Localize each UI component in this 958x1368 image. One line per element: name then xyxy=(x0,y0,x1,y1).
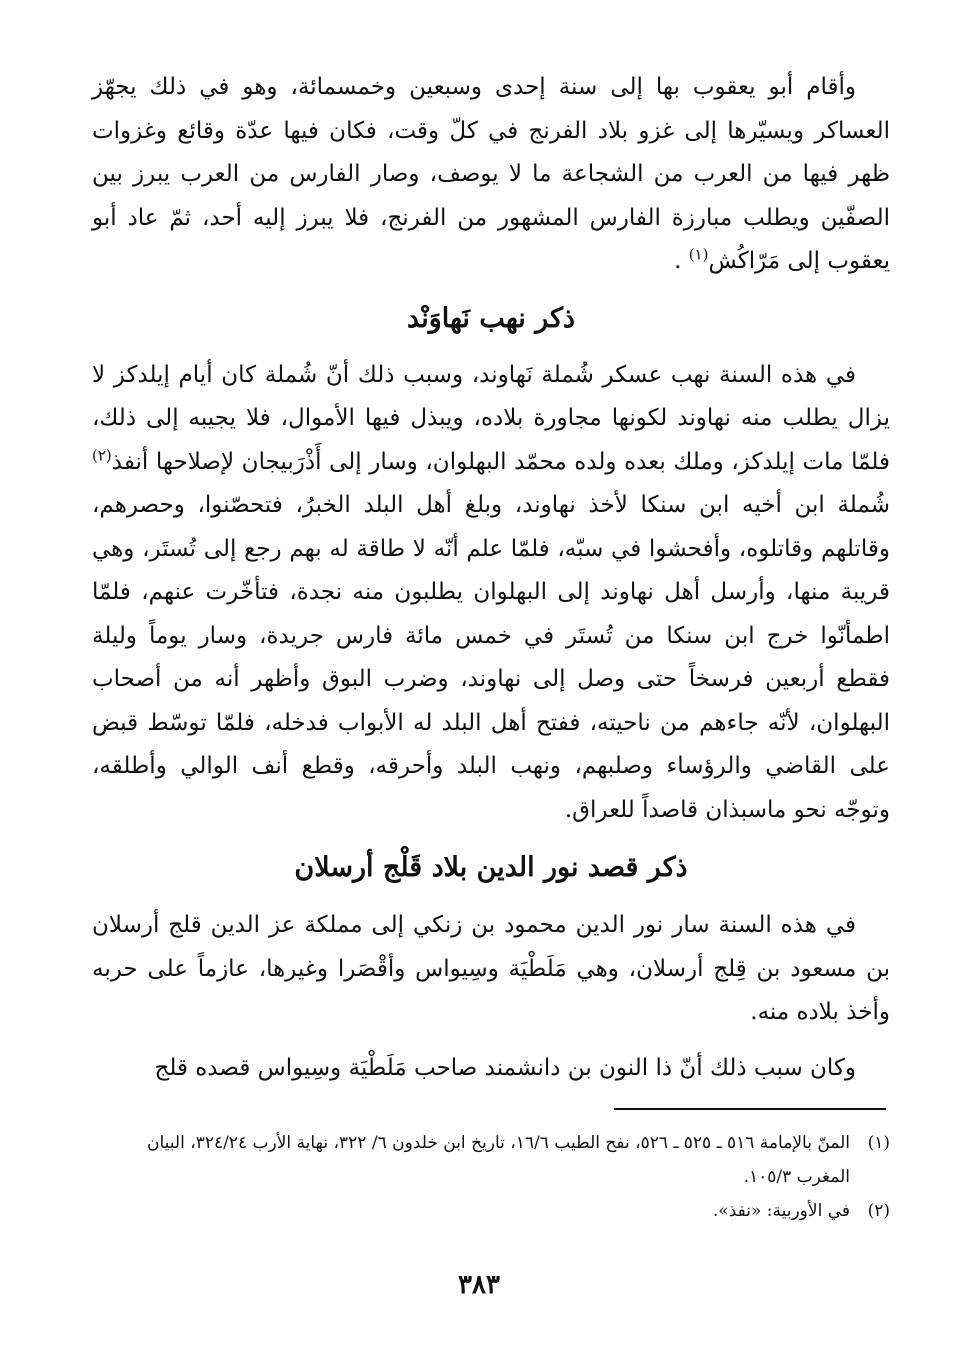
paragraph-gap xyxy=(92,1035,890,1047)
footnote-ref-1: (١) xyxy=(688,245,709,264)
footnote-number: (١) xyxy=(867,1133,890,1153)
footnote-1 xyxy=(92,1126,890,1194)
page-number: ٣٨٣ xyxy=(458,1270,500,1300)
footnote-2 xyxy=(92,1194,890,1228)
section2-paragraph-2: وكان سبب ذلك أنّ ذا النون بن دانشمند صاحب مَلَطْيَة وسِيواس قصده قلج xyxy=(154,1054,856,1081)
intro-end: . xyxy=(674,248,682,274)
page-content xyxy=(92,66,890,1090)
section1-text-part2: شُملة ابن أخيه ابن سنكا لأخذ نهاوند، وبلغ أهل البلد الخبرُ، فتحصّنوا، وحصرهم، وقاتلهم وقاتلوه، وأفحشوا في سبّه، فلمّا علم أنّه لا طاقة له بهم رجع إلى تُستَر، وهي قريبة منها، وأرسل أهل نهاوند إلى البهلوان يطلبون منه نجدة، فتأخّرت عنهم، فلمّا اطمأنّوا خرج ابن سنكا من تُستَر في خمس مائة فارس جريدة، وسار يوماً وليلة فقطع أربعين فرسخاً حتى وصل إلى نهاوند، وضرب البوق وأظهر أنه من أصحاب البهلوان، لأنّه جاءهم من ناحيته، ففتح أهل البلد له الأبواب فدخله، فلمّا توسّط قبض على القاضي والرؤساء وصلبهم، ونهب البلد وأحرقه، وقطع أنف الوالي وأطلقه، وتوجّه نحو ماسبذان قاصداً للعراق. xyxy=(92,492,890,823)
footnote-ref-2: (٢) xyxy=(92,445,112,464)
section1-text-part1: في هذه السنة نهب عسكر شُملة نَهاوند، وسبب ذلك أنّ شُملة كان أيام إيلدكز لا يزال يطلب منه نهاوند لكونها مجاورة بلاده، ويبذل فيها الأموال، فلا يجيبه إلى ذلك، فلمّا مات إيلدكز، وملك بعده ولده محمّد البهلوان، وسار إلى أَذْرَبيجان لإصلاحها أنفذ xyxy=(92,361,890,475)
footnotes xyxy=(92,1126,890,1228)
section-heading-nahavand: ذكر نهب نَهاوَنْد xyxy=(407,302,575,334)
footnote-divider xyxy=(614,1108,886,1110)
section-heading-qilij-arslan: ذكر قصد نور الدين بلاد قَلْج أرسلان xyxy=(294,852,688,883)
section2-paragraph-1: في هذه السنة سار نور الدين محمود بن زنكي إلى مملكة عز الدين قلج أرسلان بن مسعود بن قِلج أرسلان، وهي مَلَطْيَة وسِيواس وأقْصَرا وغيرها، عازماً على حربه وأخذ بلاده منه. xyxy=(92,912,890,1025)
intro-text: وأقام أبو يعقوب بها إلى سنة إحدى وسبعين وخمسمائة، وهو في ذلك يجهّز العساكر ويسيّرها إلى غزو بلاد الفرنج في كلّ وقت، فكان فيها عدّة وقائع وغزوات ظهر فيها من العرب من الشجاعة ما لا يوصف، وصار الفارس من العرب يبرز بين الصفّين ويطلب مبارزة الفارس المشهور من الفرنج، فلا يبرز إليه أحد، ثمّ عاد أبو يعقوب إلى مَرّاكُش xyxy=(92,74,890,274)
footnote-number: (٢) xyxy=(867,1201,890,1221)
intro-paragraph xyxy=(92,66,890,284)
footnote-text: في الأوربية: «نفذ». xyxy=(712,1201,850,1221)
footnote-text: المنّ بالإمامة ٥١٦ ـ ٥٢٥ ـ ٥٢٦، نفح الطيب ١٦/٦، تاريخ ابن خلدون ٦/ ٣٢٢، نهاية الأرب ٣٢٤/٢٤، البيان المغرب ١٠٥/٣. xyxy=(146,1133,850,1187)
section1-paragraph xyxy=(92,354,890,833)
